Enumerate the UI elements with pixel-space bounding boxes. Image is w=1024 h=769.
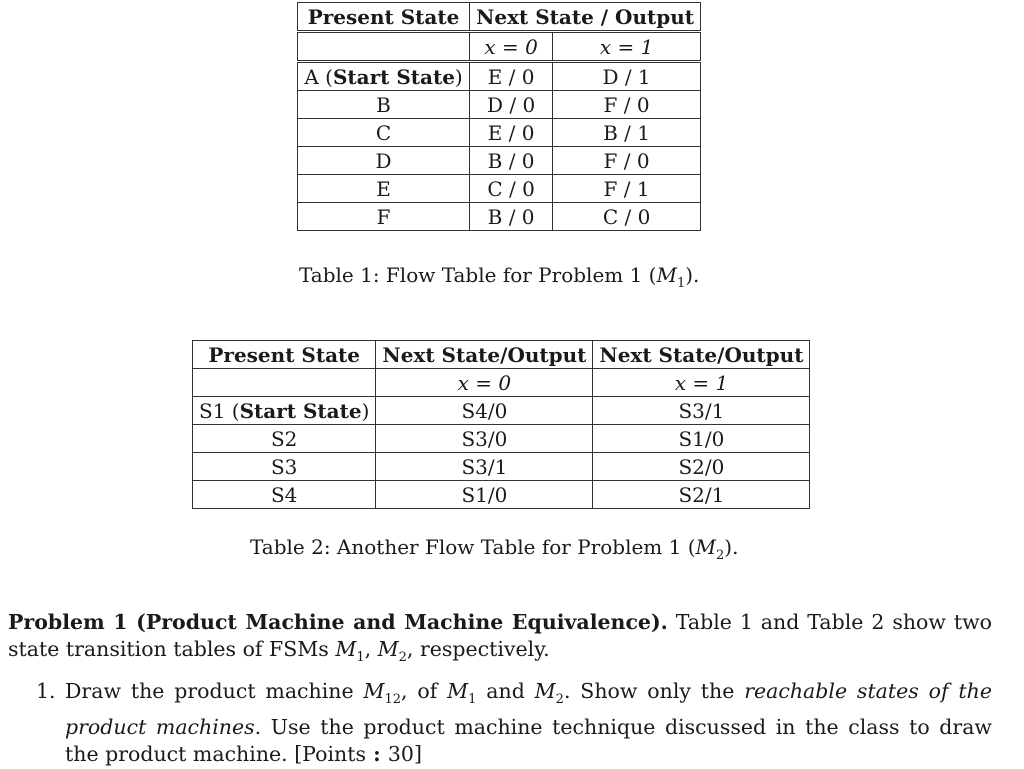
state-cell: S4: [193, 481, 376, 509]
column-header-present-state: Present State: [298, 3, 470, 32]
empty-cell: [193, 369, 376, 397]
next-x0-cell: B / 0: [470, 203, 553, 231]
next-x0-cell: B / 0: [470, 147, 553, 175]
machine-symbol: M: [695, 535, 717, 559]
next-x1-cell: C / 0: [553, 203, 701, 231]
state-cell: C: [298, 119, 470, 147]
next-x0-cell: C / 0: [470, 175, 553, 203]
subheader-x1: x = 1: [593, 369, 810, 397]
next-x0-cell: E / 0: [470, 62, 553, 91]
table-row: [298, 91, 701, 119]
state-cell: A (Start State): [298, 62, 470, 91]
table-2-caption: Table 2: Another Flow Table for Problem 1 $(M_2)$.: [250, 535, 739, 563]
next-x1-cell: B / 1: [553, 119, 701, 147]
table-subheader-row: [298, 32, 701, 62]
next-x0-cell: D / 0: [470, 91, 553, 119]
subheader-x0: x = 0: [470, 32, 553, 62]
next-x0-cell: E / 0: [470, 119, 553, 147]
table-subheader-row: [193, 369, 810, 397]
machine-symbol: M: [656, 263, 677, 287]
next-x1-cell: D / 1: [553, 62, 701, 91]
table-row: [298, 175, 701, 203]
next-x1-cell: F / 0: [553, 147, 701, 175]
table-row: [193, 453, 810, 481]
next-x1-cell: S3/1: [593, 397, 810, 425]
state-cell: S2: [193, 425, 376, 453]
subheader-x0: x = 0: [376, 369, 593, 397]
table-row: [193, 425, 810, 453]
next-x1-cell: F / 0: [553, 91, 701, 119]
table-header-row: [298, 3, 701, 32]
table-1-caption: Table 1: Flow Table for Problem 1 $(M_1)$.: [299, 263, 700, 291]
points-label: [Points : 30]: [294, 742, 422, 767]
table-row: [193, 481, 810, 509]
problem-item-1: [36, 678, 992, 769]
table-header-row: [193, 341, 810, 369]
flow-table-1: [297, 2, 701, 231]
table-row: [193, 397, 810, 425]
emphasis-text: reachable states of the product machines: [65, 679, 992, 739]
next-x0-cell: S3/0: [376, 425, 593, 453]
column-header-next-state: Next State / Output: [470, 3, 701, 32]
item-number: 1.: [36, 679, 56, 703]
table-row: [298, 62, 701, 91]
table-row: [298, 203, 701, 231]
state-cell: D: [298, 147, 470, 175]
start-state-label: Start State: [332, 64, 455, 89]
next-x1-cell: S1/0: [593, 425, 810, 453]
empty-cell: [298, 32, 470, 62]
next-x1-cell: F / 1: [553, 175, 701, 203]
next-x0-cell: S1/0: [376, 481, 593, 509]
start-state-label: Start State: [239, 398, 362, 423]
next-x0-cell: S4/0: [376, 397, 593, 425]
state-cell: F: [298, 203, 470, 231]
next-x1-cell: S2/1: [593, 481, 810, 509]
table-row: [298, 147, 701, 175]
next-x0-cell: S3/1: [376, 453, 593, 481]
state-cell: E: [298, 175, 470, 203]
column-header-present-state: Present State: [193, 341, 376, 369]
table-row: [298, 119, 701, 147]
state-cell: S1 (Start State): [193, 397, 376, 425]
column-header-next-state-x1: Next State/Output: [593, 341, 810, 369]
subheader-x1: x = 1: [553, 32, 701, 62]
next-x1-cell: S2/0: [593, 453, 810, 481]
item-text: Draw the product machine $M_{12}$, of $M_1$ and $M_2$. Show only the reachable states of the product machines. Use the product machine technique discussed in the class to draw the product machine. [Points : 30]: [65, 679, 992, 767]
flow-table-2: [192, 340, 810, 509]
column-header-next-state-x0: Next State/Output: [376, 341, 593, 369]
state-cell: B: [298, 91, 470, 119]
problem-statement: Problem 1 (Product Machine and Machine Equivalence). Table 1 and Table 2 show two state transition tables of FSMs $M_1$, $M_2$, respectively.: [8, 610, 993, 666]
problem-title: Problem 1 (Product Machine and Machine Equivalence).: [8, 610, 668, 634]
state-cell: S3: [193, 453, 376, 481]
